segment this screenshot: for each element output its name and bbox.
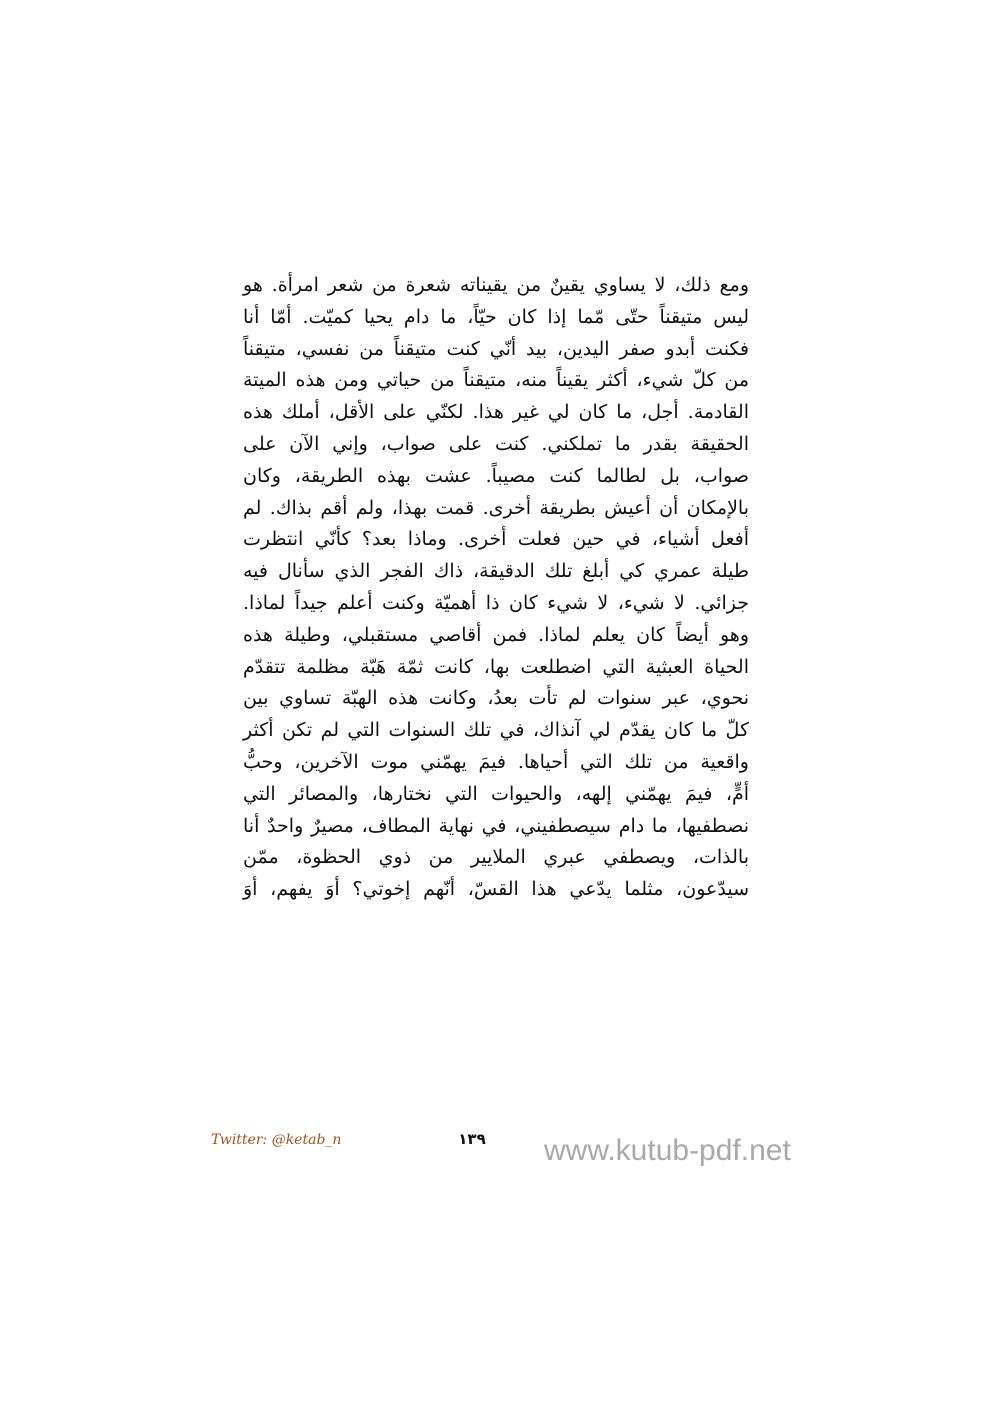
text-line: فكنت أبدو صفر اليدين، بيد أنّي كنت متيقناً من نفسي، متيقناً [243, 337, 749, 360]
text-line: ليس متيقناً حتّى مّما إذا كان حيّاً، ما دام يحيا كميّت. أمّا أنا [243, 305, 749, 328]
text-line: أفعل أشياء، في حين فعلت أخرى. وماذا بعد؟ كأنّي انتظرت [243, 528, 749, 551]
text-line: صواب، بل لطالما كنت مصيباً. عشت بهذه الطريقة، وكان [243, 464, 749, 487]
text-line: من كلّ شيء، أكثر يقيناً منه، متيقناً من حياتي ومن هذه الميتة [243, 369, 749, 392]
page-number: ١٣٩ [458, 1130, 486, 1148]
text-line: ومع ذلك، لا يساوي يقينٌ من يقيناته شعرة من شعر امرأة. هو [243, 274, 749, 296]
watermark-url: www.kutub-pdf.net [544, 1134, 791, 1167]
text-line: سيدّعون، مثلما يدّعي هذا القسّ، أنّهم إخوتي؟ أوَ يفهم، أوَ [243, 878, 749, 901]
text-line: بالإمكان أن أعيش بطريقة أخرى. قمت بهذا، ولم أقم بذاك. لم [243, 496, 749, 519]
text-line: جزائي. لا شيء، لا شيء كان ذا أهميّة وكنت أعلم جيداً لماذا. [243, 591, 749, 614]
text-line: نحوي، عبر سنوات لم تأت بعدُ، وكانت هذه الهبّة تساوي بين [243, 687, 749, 710]
text-line: وهو أيضاً كان يعلم لماذا. فمن أقاصي مستقبلي، وطيلة هذه [243, 623, 749, 646]
text-line: القادمة. أجل، ما كان لي غير هذا. لكنّي على الأقل، أملك هذه [243, 401, 749, 424]
body-text [243, 270, 749, 906]
text-line: واقعية من تلك التي أحياها. فيمَ يهمّني موت الآخرين، وحبُّ [243, 750, 749, 773]
text-line: الحياة العبثية التي اضطلعت بها، كانت ثمّة هَبّة مظلمة تتقدّم [243, 655, 749, 678]
text-line: أمٍّ، فيمَ يهمّني إلهه، والحيوات التي نختارها، والمصائر التي [243, 782, 749, 805]
twitter-handle: Twitter: @ketab_n [211, 1132, 342, 1148]
text-line: كلّ ما كان يقدّم لي آنذاك، في تلك السنوات التي لم تكن أكثر [243, 719, 749, 742]
text-line: طيلة عمري كي أبلغ تلك الدقيقة، ذاك الفجر الذي سأنال فيه [243, 560, 749, 583]
text-line: الحقيقة بقدر ما تملكني. كنت على صواب، وإني الآن على [243, 432, 749, 455]
text-line: نصطفيها، ما دام سيصطفيني، في نهاية المطاف، مصيرٌ واحدٌ أنا [243, 814, 749, 837]
text-line: بالذات، ويصطفي عبري الملايير من ذوي الحظوة، ممّن [243, 846, 749, 869]
